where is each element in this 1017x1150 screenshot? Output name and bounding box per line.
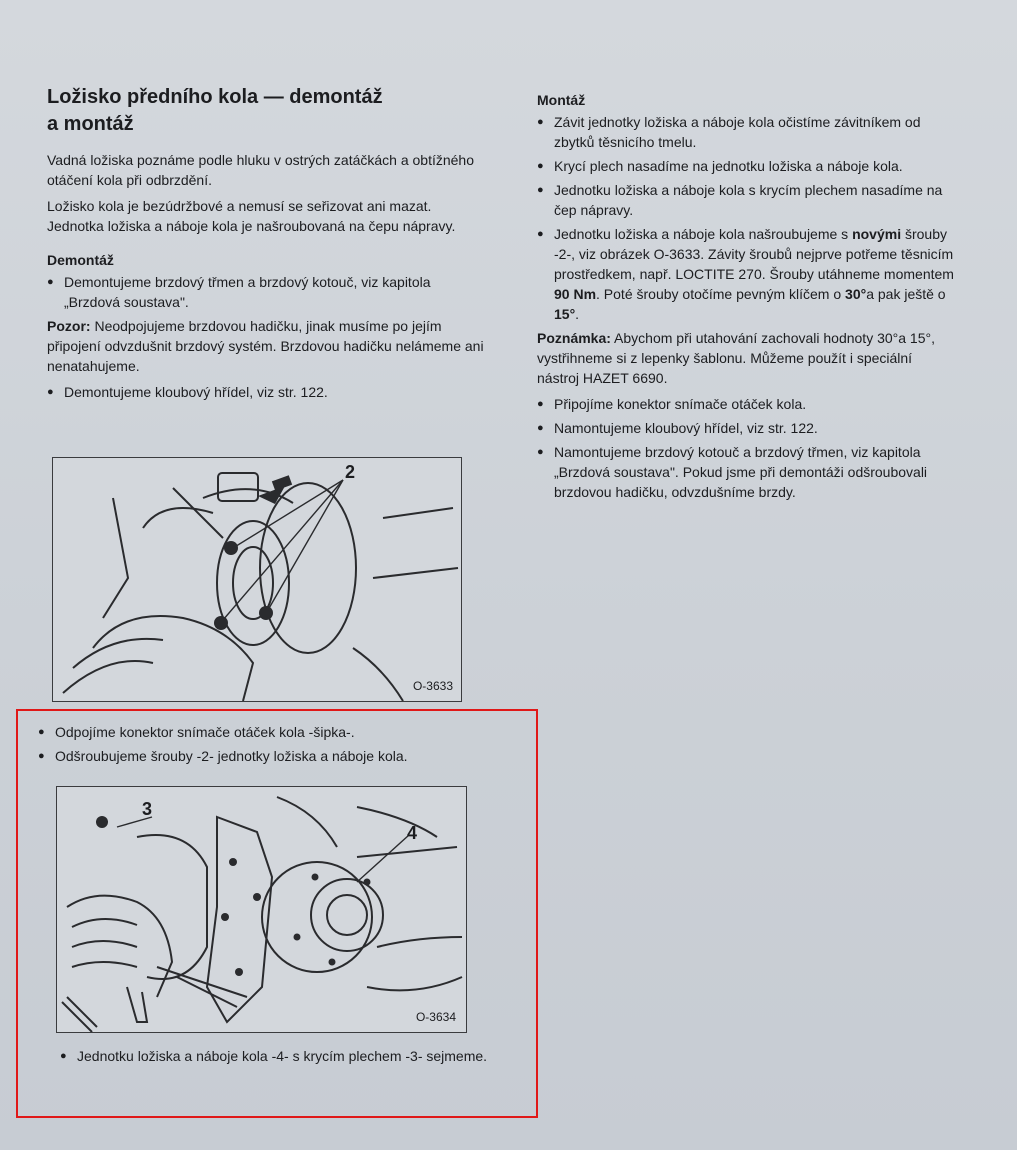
montaz-list: [537, 112, 957, 324]
list-item: ● Odpojíme konektor snímače otáček kola -šipka-.: [38, 722, 508, 742]
bearing-hub-drawing-icon: [53, 458, 461, 701]
list-item: ● Závit jednotky ložiska a náboje kola očistíme závitníkem od zbytků těsnicího tmelu.: [537, 112, 957, 152]
left-column: [47, 84, 487, 406]
demontaz-list-2: [47, 382, 487, 402]
final-list: [60, 1046, 510, 1066]
text-span: šrouby -2-, viz obrázek O-3633. Závity šroubů nejprve potřeme těsnicím prostředkem, např. LOCTITE 270. Šrouby utáhneme momentem: [554, 226, 954, 282]
callout-3: 3: [142, 799, 153, 819]
list-item: [537, 224, 957, 324]
bold-text: 30°: [845, 286, 867, 302]
montaz-list-2: [537, 394, 957, 502]
callout-4: 4: [407, 823, 418, 843]
text-span: Jednotku ložiska a náboje kola našroubujeme s: [554, 226, 853, 242]
intro-paragraph-2: Ložisko kola je bezúdržbové a nemusí se seřizovat ani mazat. Jednotka ložiska a náboje kola je našroubovaná na čepu nápravy.: [47, 198, 456, 234]
highlight-list-container: [38, 722, 508, 770]
note-text: Abychom při utahování zachovali hodnoty 30°a 15°, vystřihneme si z lepenky šablonu. Můžeme použít i speciální nástroj HAZET 6690.: [537, 330, 935, 386]
page-title: [47, 84, 487, 138]
list-item: ● Odšroubujeme šrouby -2- jednotky ložiska a náboje kola.: [38, 746, 508, 766]
warning-text: Neodpojujeme brzdovou hadičku, jinak musíme po jejím připojení odvzdušnit brzdový systém. Brzdovou hadičku nelámeme ani nenatahujeme.: [47, 318, 484, 374]
intro-paragraph-1: Vadná ložiska poznáme podle hluku v ostrých zatáčkách a obtížného otáčení kola při odbrzdění.: [47, 152, 474, 188]
list-item: ● Krycí plech nasadíme na jednotku ložiska a náboje kola.: [537, 156, 957, 176]
list-item: ● Připojíme konektor snímače otáček kola.: [537, 394, 957, 414]
montaz-heading: Montáž: [537, 92, 586, 108]
list-item: ● Demontujeme brzdový třmen a brzdový kotouč, viz kapitola „Brzdová soustava".: [47, 272, 487, 312]
title-line-2: a montáž: [47, 113, 134, 135]
warning-label: Pozor:: [47, 318, 91, 334]
figure-label: O-3633: [412, 679, 453, 693]
right-column: [537, 92, 957, 506]
figure-o-3634: [56, 786, 467, 1033]
note-label: Poznámka:: [537, 330, 611, 346]
final-step-container: [60, 1046, 510, 1070]
demontaz-heading: Demontáž: [47, 252, 114, 268]
highlight-list: [38, 722, 508, 766]
figure-label: O-3634: [415, 1010, 456, 1024]
list-item: ● Jednotku ložiska a náboje kola s krycím plechem nasadíme na čep nápravy.: [537, 180, 957, 220]
note-paragraph: [537, 328, 957, 388]
list-item: ● Jednotku ložiska a náboje kola -4- s krycím plechem -3- sejmeme.: [60, 1046, 510, 1066]
warning-paragraph: [47, 316, 487, 376]
bold-text: 90 Nm: [554, 286, 597, 302]
list-item: ● Namontujeme kloubový hřídel, viz str. 122.: [537, 418, 957, 438]
demontaz-list: [47, 272, 487, 312]
text-span: . Poté šrouby otočíme pevným klíčem o: [596, 286, 846, 302]
bold-text: novými: [852, 226, 902, 242]
title-line-1: Ložisko předního kola — demontáž: [47, 86, 383, 108]
list-item: ● Demontujeme kloubový hřídel, viz str. 122.: [47, 382, 487, 402]
bold-text: 15°: [554, 306, 576, 322]
hub-removal-drawing-icon: [57, 787, 466, 1032]
figure-o-3633: [52, 457, 462, 702]
text-span: .: [575, 306, 580, 322]
callout-2: 2: [345, 462, 356, 482]
text-span: a pak ještě o: [866, 286, 946, 302]
list-item: ● Namontujeme brzdový kotouč a brzdový třmen, viz kapitola „Brzdová soustava". Pokud jsme při demontáži odšroubovali brzdovou hadičku, odvzdušníme brzdy.: [537, 442, 957, 502]
